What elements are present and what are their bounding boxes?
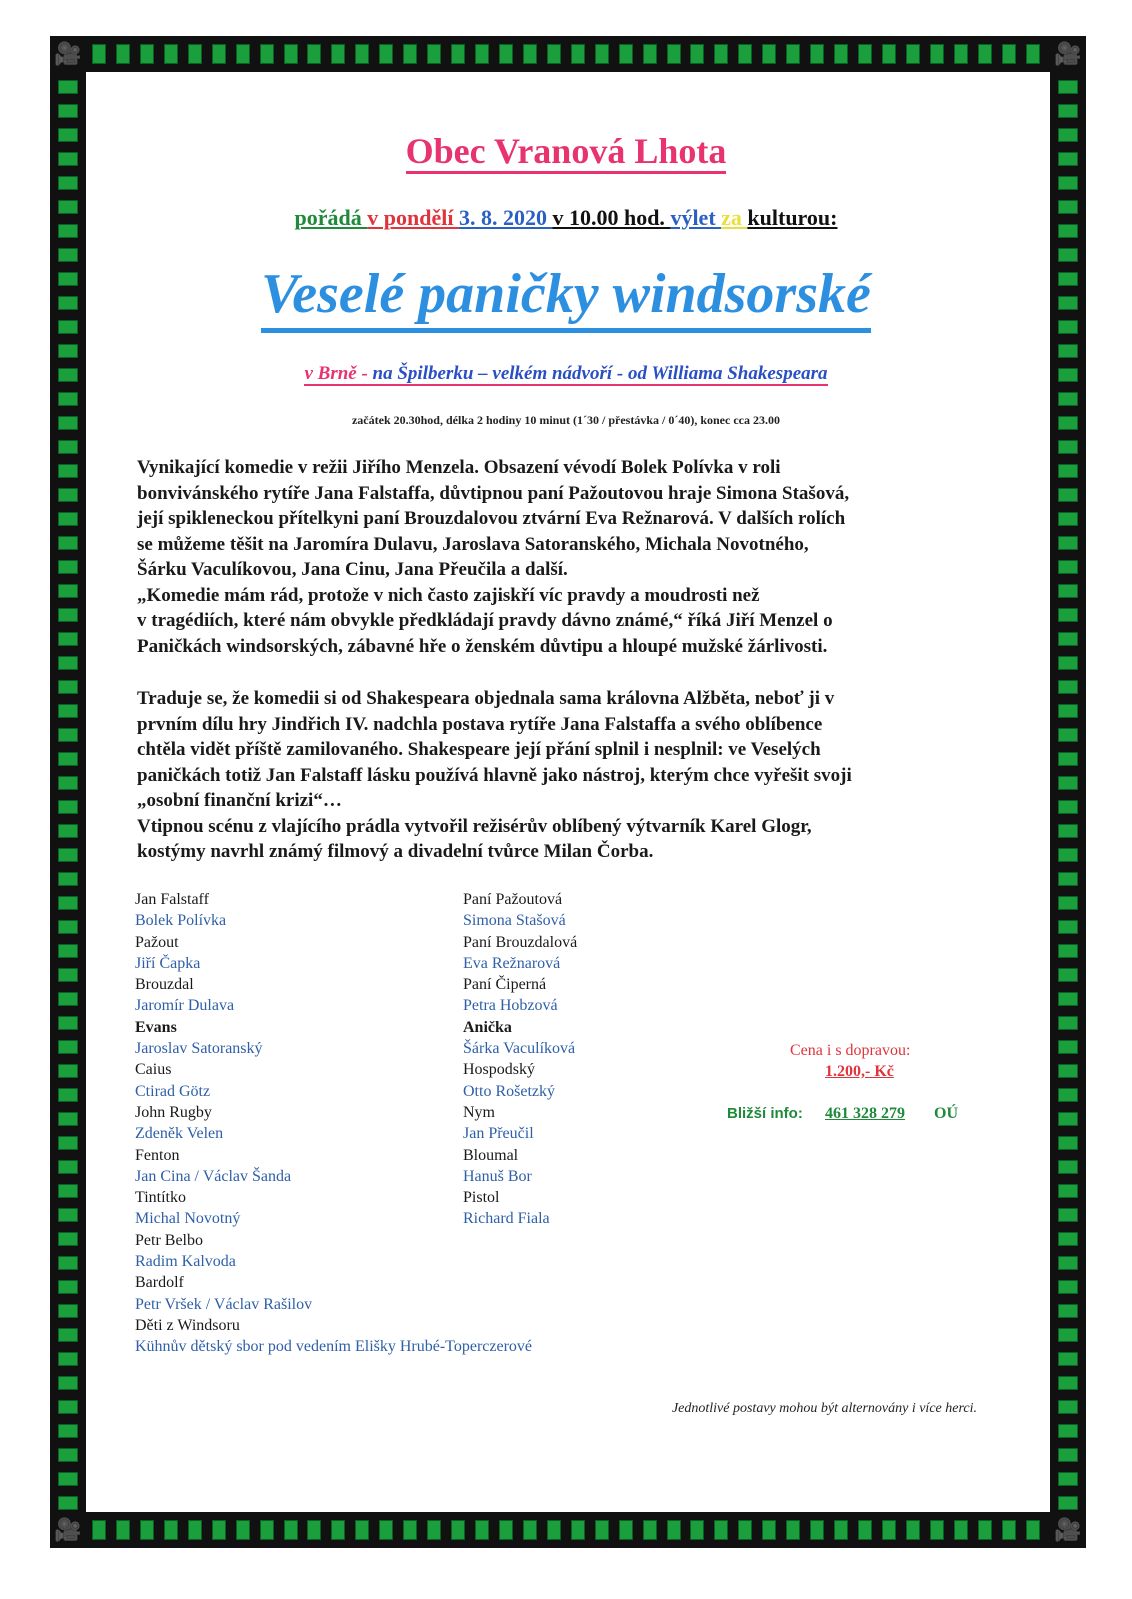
film-strip-cell (1058, 1400, 1078, 1414)
film-strip-cell (1002, 1520, 1016, 1540)
film-strip-cell (1058, 248, 1078, 262)
film-strip-cell (307, 1520, 321, 1540)
film-strip-cell (188, 44, 202, 64)
film-strip-cell (379, 44, 393, 64)
cast-actor: Richard Fiala (463, 1210, 550, 1228)
description-line: Paničkách windsorských, zábavné hře o ženském důvtipu a hloupé mužské žárlivosti. (137, 635, 828, 657)
film-strip-cell (307, 44, 321, 64)
film-strip-cell (1058, 560, 1078, 574)
film-strip-cell (858, 44, 872, 64)
film-strip-cell (58, 1256, 78, 1270)
info-phone: 461 328 279 (825, 1105, 905, 1122)
film-strip-cell (1058, 1064, 1078, 1078)
cast-role: Anička (463, 1018, 512, 1036)
film-strip-cell (978, 1520, 992, 1540)
film-strip-cell (714, 44, 728, 64)
film-strip-cell (834, 1520, 848, 1540)
film-strip-cell (236, 1520, 250, 1540)
info-suffix: OÚ (934, 1105, 958, 1122)
film-strip-cell (1058, 992, 1078, 1006)
film-strip-cell (475, 1520, 489, 1540)
price-label: Cena i s dopravou: (790, 1042, 911, 1059)
event-date-segment: za (721, 205, 748, 230)
event-date-segment: 3. 8. 2020 (458, 205, 553, 230)
cast-role: John Rugby (135, 1103, 212, 1121)
film-strip-bottom (92, 1520, 1040, 1540)
film-strip-cell (92, 44, 106, 64)
film-strip-cell (58, 104, 78, 118)
film-strip-cell (58, 248, 78, 262)
cast-actor: Jaroslav Satoranský (135, 1040, 263, 1058)
film-strip-cell (1058, 512, 1078, 526)
film-strip-cell (1058, 1328, 1078, 1342)
film-strip-cell (571, 44, 585, 64)
film-strip-cell (1058, 1016, 1078, 1030)
description-paragraph-1 (137, 455, 997, 659)
film-strip-cell (58, 1304, 78, 1318)
film-strip-cell (58, 1208, 78, 1222)
film-strip-cell (58, 896, 78, 910)
film-strip-cell (58, 1400, 78, 1414)
cast-role: Pistol (463, 1189, 500, 1207)
film-strip-cell (1058, 1184, 1078, 1198)
film-strip-cell (164, 44, 178, 64)
event-date-segment: v 10.00 hod. (552, 205, 671, 230)
film-strip-cell (858, 1520, 872, 1540)
film-strip-cell (1058, 1208, 1078, 1222)
film-strip-cell (1058, 1232, 1078, 1246)
event-date-segment: kulturou: (747, 205, 838, 230)
cast-actor: Jan Cina / Václav Šanda (135, 1167, 292, 1185)
description-line: kostýmy navrhl známý filmový a divadelní tvůrce Milan Čorba. (137, 841, 654, 862)
description-line: chtěla vidět příště zamilovaného. Shakespeare její přání splnil i nesplnil: ve Veselých (137, 739, 821, 760)
film-strip-cell (1058, 536, 1078, 550)
film-strip-cell (523, 44, 537, 64)
film-strip-cell (427, 1520, 441, 1540)
description-line: bonvivánského rytíře Jana Falstaffa, důvtipnou paní Pažoutovou hraje Simona Stašová, (137, 482, 850, 504)
film-strip-cell (1058, 680, 1078, 694)
description-line: se můžeme těšit na Jaromíra Dulavu, Jaroslava Satoranského, Michala Novotného, (137, 533, 809, 555)
film-strip-cell (1002, 44, 1016, 64)
price-value: 1.200,- Kč (825, 1063, 894, 1080)
film-strip-cell (810, 44, 824, 64)
film-strip-cell (58, 992, 78, 1006)
film-strip-cell (1058, 608, 1078, 622)
film-strip-cell (810, 1520, 824, 1540)
film-camera-icon: 🎥 (1054, 1517, 1082, 1543)
cast-role: Nym (463, 1103, 495, 1121)
cast-actor: Hanuš Bor (463, 1167, 532, 1185)
film-strip-cell (1058, 1112, 1078, 1126)
description-line: paničkách totiž Jan Falstaff lásku používá hlavně jako nástroj, kterým chce vyřešit svoji (137, 764, 852, 786)
cast-actor: Jaromír Dulava (135, 997, 235, 1015)
film-strip-cell (906, 44, 920, 64)
film-strip-cell (260, 44, 274, 64)
film-strip-cell (1058, 1136, 1078, 1150)
film-strip-cell (714, 1520, 728, 1540)
film-strip-cell (58, 1472, 78, 1486)
cast-actor: Eva Režnarová (463, 954, 561, 972)
cast-list-right (463, 889, 577, 1230)
film-strip-cell (882, 1520, 896, 1540)
film-strip-cell (58, 1448, 78, 1462)
film-strip-cell (1026, 44, 1040, 64)
cast-actor: Radim Kalvoda (135, 1253, 236, 1271)
film-strip-cell (58, 1328, 78, 1342)
film-strip-cell (547, 44, 561, 64)
cast-role: Tintítko (135, 1189, 186, 1207)
cast-actor: Petra Hobzová (463, 997, 558, 1015)
film-strip-cell (930, 1520, 944, 1540)
film-strip-cell (58, 632, 78, 646)
film-strip-cell (58, 776, 78, 790)
film-strip-cell (643, 44, 657, 64)
film-camera-icon: 🎥 (54, 1517, 82, 1543)
description-line: „Komedie mám rád, protože v nich často zajiskří víc pravdy a moudrosti než (137, 584, 760, 606)
film-strip-cell (571, 1520, 585, 1540)
film-strip-cell (1058, 176, 1078, 190)
film-strip-cell (954, 44, 968, 64)
film-strip-cell (58, 464, 78, 478)
cast-role: Evans (135, 1018, 177, 1036)
film-strip-cell (58, 656, 78, 670)
film-strip-cell (58, 1376, 78, 1390)
cast-actor: Otto Rošetzký (463, 1082, 555, 1100)
film-strip-cell (619, 44, 633, 64)
description-paragraph-2 (137, 686, 997, 865)
film-strip-cell (954, 1520, 968, 1540)
description-line: Vynikající komedie v režii Jiřího Menzela. Obsazení vévodí Bolek Polívka v roli (137, 457, 781, 478)
film-strip-top (92, 44, 1040, 64)
venue-segment: v Brně - (304, 363, 373, 384)
film-strip-cell (1058, 968, 1078, 982)
film-camera-icon: 🎥 (1054, 41, 1082, 67)
film-strip-cell (58, 968, 78, 982)
film-strip-cell (762, 44, 776, 64)
film-strip-cell (58, 560, 78, 574)
description-line: „osobní finanční krizi“… (137, 790, 342, 811)
film-strip-cell (762, 1520, 776, 1540)
film-strip-cell (1058, 704, 1078, 718)
event-date-segment: výlet (670, 205, 722, 230)
film-strip-cell (58, 488, 78, 502)
film-strip-cell (619, 1520, 633, 1540)
film-strip-cell (1058, 584, 1078, 598)
cast-role: Jan Falstaff (135, 891, 209, 908)
cast-actor: Zdeněk Velen (135, 1125, 224, 1143)
film-strip-cell (58, 824, 78, 838)
cast-role: Děti z Windsoru (135, 1316, 240, 1334)
film-strip-cell (58, 1280, 78, 1294)
film-strip-cell (1058, 1256, 1078, 1270)
film-strip-cell (1058, 1352, 1078, 1366)
film-strip-cell (58, 848, 78, 862)
film-strip-cell (499, 44, 513, 64)
film-strip-cell (58, 944, 78, 958)
film-strip-cell (331, 1520, 345, 1540)
event-date-segment: pořádá (294, 205, 368, 230)
film-strip-cell (140, 1520, 154, 1540)
film-strip-cell (786, 1520, 800, 1540)
film-strip-cell (403, 1520, 417, 1540)
film-strip-cell (690, 1520, 704, 1540)
film-strip-cell (475, 44, 489, 64)
film-strip-cell (1058, 440, 1078, 454)
film-strip-cell (1058, 776, 1078, 790)
film-strip-cell (58, 1352, 78, 1366)
film-strip-cell (58, 1040, 78, 1054)
venue-line (0, 363, 1132, 385)
cast-actor: Simona Stašová (463, 912, 566, 930)
film-strip-cell (1058, 1160, 1078, 1174)
film-strip-cell (140, 44, 154, 64)
cast-actor: Jan Přeučil (463, 1125, 534, 1143)
film-strip-cell (58, 1016, 78, 1030)
film-strip-cell (930, 44, 944, 64)
film-strip-cell (58, 392, 78, 406)
film-strip-cell (1058, 80, 1078, 94)
film-strip-cell (58, 800, 78, 814)
film-strip-cell (58, 176, 78, 190)
cast-actor: Kühnův dětský sbor pod vedením Elišky Hrubé-Toperczerové (135, 1338, 532, 1356)
film-strip-cell (1058, 1088, 1078, 1102)
film-strip-cell (906, 1520, 920, 1540)
film-strip-cell (58, 608, 78, 622)
description-line: prvním dílu hry Jindřich IV. nadchla postava rytíře Jana Falstaffa a svého oblíbence (137, 713, 823, 735)
film-strip-cell (1058, 1280, 1078, 1294)
film-strip-cell (1058, 1424, 1078, 1438)
film-strip-cell (978, 44, 992, 64)
cast-actor: Šárka Vaculíková (463, 1040, 576, 1058)
film-strip-cell (427, 44, 441, 64)
description-line: Šárku Vaculíkovou, Jana Cinu, Jana Přeučila a další. (137, 559, 568, 580)
film-strip-cell (1058, 848, 1078, 862)
film-strip-cell (1058, 824, 1078, 838)
cast-role: Fenton (135, 1146, 180, 1164)
film-strip-cell (1058, 656, 1078, 670)
film-strip-cell (738, 1520, 752, 1540)
film-strip-cell (284, 1520, 298, 1540)
film-strip-cell (451, 44, 465, 64)
cast-role: Paní Brouzdalová (463, 933, 578, 951)
film-strip-cell (1058, 1448, 1078, 1462)
film-strip-cell (1058, 632, 1078, 646)
film-strip-cell (260, 1520, 274, 1540)
film-strip-cell (499, 1520, 513, 1540)
film-strip-cell (786, 44, 800, 64)
film-strip-cell (1058, 896, 1078, 910)
cast-role: Bloumal (463, 1146, 519, 1164)
film-strip-cell (523, 1520, 537, 1540)
film-strip-cell (116, 1520, 130, 1540)
film-strip-cell (58, 680, 78, 694)
film-strip-cell (58, 1064, 78, 1078)
cast-actor: Ctirad Götz (135, 1082, 211, 1100)
film-strip-cell (58, 1424, 78, 1438)
cast-actor: Jiří Čapka (135, 954, 201, 972)
show-title (0, 262, 1132, 333)
film-strip-cell (58, 728, 78, 742)
film-strip-cell (1058, 1304, 1078, 1318)
film-strip-cell (1026, 1520, 1040, 1540)
event-date-segment: v pondělí (367, 205, 459, 230)
film-strip-cell (58, 1160, 78, 1174)
film-strip-cell (58, 920, 78, 934)
film-strip-cell (882, 44, 896, 64)
film-strip-cell (690, 44, 704, 64)
cast-actor: Michal Novotný (135, 1210, 241, 1228)
film-strip-cell (1058, 344, 1078, 358)
film-strip-cell (212, 1520, 226, 1540)
cast-role: Paní Čiperná (463, 976, 547, 994)
cast-role: Hospodský (463, 1061, 536, 1079)
film-strip-cell (58, 872, 78, 886)
info-label: Bližší info: (727, 1105, 803, 1122)
film-strip-cell (1058, 1496, 1078, 1510)
film-strip-cell (667, 44, 681, 64)
description-line: její spikleneckou přítelkyni paní Brouzdalovou ztvární Eva Režnarová. V dalších rolích (137, 508, 846, 529)
film-strip-cell (1058, 104, 1078, 118)
film-strip-cell (284, 44, 298, 64)
film-strip-cell (1058, 464, 1078, 478)
film-strip-cell (58, 536, 78, 550)
film-strip-cell (1058, 488, 1078, 502)
film-strip-cell (1058, 752, 1078, 766)
cast-role: Brouzdal (135, 976, 194, 994)
film-strip-cell (355, 44, 369, 64)
film-strip-cell (331, 44, 345, 64)
film-strip-cell (667, 1520, 681, 1540)
film-strip-cell (1058, 1040, 1078, 1054)
film-strip-cell (58, 584, 78, 598)
timing-line: začátek 20.30hod, délka 2 hodiny 10 minut (1´30 / přestávka / 0´40), konec cca 23.00 (351, 413, 780, 427)
film-strip-cell (58, 80, 78, 94)
film-strip-cell (1058, 920, 1078, 934)
page-title (0, 130, 1132, 172)
film-strip-cell (1058, 1376, 1078, 1390)
film-strip-cell (58, 752, 78, 766)
film-strip-cell (58, 512, 78, 526)
film-strip-cell (92, 1520, 106, 1540)
film-strip-cell (547, 1520, 561, 1540)
film-strip-cell (212, 44, 226, 64)
cast-actor: Petr Vršek / Václav Rašilov (135, 1295, 313, 1313)
film-strip-cell (403, 44, 417, 64)
description-line: Traduje se, že komedii si od Shakespeara objednala sama královna Alžběta, neboť ji v (137, 688, 835, 709)
film-strip-cell (236, 44, 250, 64)
cast-role: Pažout (135, 933, 179, 951)
film-strip-cell (1058, 872, 1078, 886)
film-camera-icon: 🎥 (54, 41, 82, 67)
film-strip-cell (1058, 1472, 1078, 1486)
film-strip-cell (451, 1520, 465, 1540)
film-strip-cell (58, 1136, 78, 1150)
event-date-line (0, 205, 1132, 231)
cast-role: Petr Belbo (135, 1231, 203, 1249)
film-strip-cell (188, 1520, 202, 1540)
film-strip-cell (58, 440, 78, 454)
film-strip-cell (834, 44, 848, 64)
cast-role: Bardolf (135, 1274, 184, 1292)
film-strip-cell (355, 1520, 369, 1540)
show-title-text: Veselé paničky windsorské (261, 262, 871, 333)
footnote: Jednotlivé postavy mohou být alternovány i více herci. (671, 1401, 977, 1416)
film-strip-cell (58, 1088, 78, 1102)
film-strip-cell (58, 1184, 78, 1198)
film-strip-cell (1058, 728, 1078, 742)
film-strip-cell (738, 44, 752, 64)
film-strip-cell (595, 44, 609, 64)
venue-segment: na Špilberku – velkém nádvoří - od Williama Shakespeara (372, 363, 828, 384)
film-strip-cell (1058, 392, 1078, 406)
description-line: Vtipnou scénu z vlajícího prádla vytvořil režisérův oblíbený výtvarník Karel Glogr, (137, 815, 812, 837)
film-strip-cell (116, 44, 130, 64)
film-strip-cell (379, 1520, 393, 1540)
film-strip-cell (58, 1496, 78, 1510)
cast-actor: Bolek Polívka (135, 912, 227, 930)
cast-role: Paní Pažoutová (463, 891, 563, 908)
film-strip-cell (58, 344, 78, 358)
cast-role: Caius (135, 1061, 172, 1079)
film-strip-cell (58, 1112, 78, 1126)
film-strip-cell (58, 1232, 78, 1246)
organizer-title: Obec Vranová Lhota (406, 131, 727, 174)
film-strip-cell (595, 1520, 609, 1540)
film-strip-cell (1058, 944, 1078, 958)
film-strip-cell (643, 1520, 657, 1540)
film-strip-cell (164, 1520, 178, 1540)
description-line: v tragédiích, které nám obvykle předkládají pravdy dávno známé,“ říká Jiří Menzel o (137, 610, 833, 631)
film-strip-cell (58, 704, 78, 718)
film-strip-cell (1058, 800, 1078, 814)
